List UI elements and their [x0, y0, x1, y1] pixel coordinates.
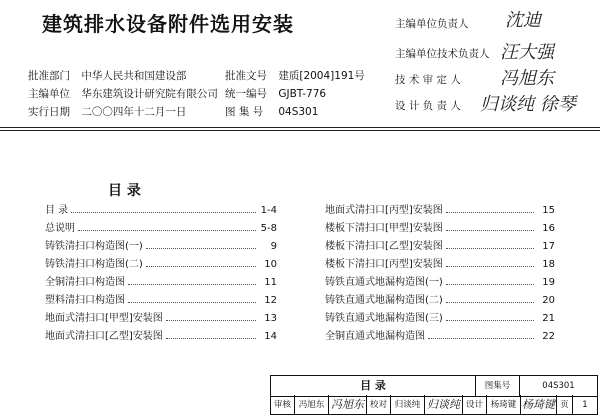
toc-item[interactable]: [325, 290, 555, 306]
toc-item-page: 17: [542, 241, 555, 252]
check-label: 校对: [367, 395, 391, 415]
review-signature: 冯旭东: [329, 395, 367, 415]
effective-date: [28, 104, 186, 119]
toc-item-page: 13: [264, 313, 277, 324]
toc-item[interactable]: [325, 236, 555, 252]
toc-item[interactable]: [45, 218, 277, 234]
toc-item-page: 20: [542, 295, 555, 306]
atlas-number-value: 04S301: [278, 106, 319, 118]
toc-item-page: 12: [264, 295, 277, 306]
toc-item[interactable]: [325, 254, 555, 270]
responsible-label-tech: 主编单位技术负责人: [395, 48, 490, 60]
effective-date-value: 二〇〇四年十二月一日: [81, 106, 187, 118]
toc-item[interactable]: [45, 200, 277, 216]
toc-item[interactable]: [325, 200, 555, 216]
toc-item[interactable]: [45, 254, 277, 270]
toc-item-label: 铸铁直通式地漏构造图(三): [325, 313, 443, 324]
toc-item-page: 18: [542, 259, 555, 270]
header-divider: [0, 127, 600, 128]
toc-item[interactable]: [45, 236, 277, 252]
toc-item-label: 地面式清扫口[甲型]安装图: [45, 313, 163, 324]
design-label: 设计: [463, 395, 487, 415]
design-name: 杨琦键: [487, 395, 521, 415]
toc-item-page: 15: [542, 205, 555, 216]
approval-number-value: 建质[2004]191号: [278, 70, 365, 82]
toc-item[interactable]: [45, 272, 277, 288]
toc-item[interactable]: [45, 308, 277, 324]
signature-tech: 汪大强: [500, 42, 554, 63]
header-divider-thin: [0, 130, 600, 131]
toc-item[interactable]: [45, 290, 277, 306]
toc-item[interactable]: [325, 218, 555, 234]
toc-item-page: 5-8: [260, 223, 277, 234]
atlas-number: [225, 104, 318, 119]
responsible-label-design: 设 计 负 责 人: [395, 100, 461, 112]
toc-item[interactable]: [325, 308, 555, 324]
toc-item-label: 铸铁直通式地漏构造图(一): [325, 277, 443, 288]
unified-number-value: GJBT-776: [278, 88, 327, 100]
toc-item-label: 地面式清扫口[乙型]安装图: [45, 331, 163, 342]
toc-item-page: 10: [264, 259, 277, 270]
page-label: 页: [557, 395, 573, 415]
signature-chief: 沈迪: [505, 10, 541, 31]
toc-item-page: 21: [542, 313, 555, 324]
title-block-bottom-row: [271, 395, 597, 415]
design-signature: 杨琦键: [521, 395, 557, 415]
title-block-atlas-label: 图集号: [476, 376, 520, 396]
check-name: 归谈纯: [391, 395, 425, 415]
approval-dept-value: 中华人民共和国建设部: [81, 70, 187, 82]
editor-unit-value: 华东建筑设计研究院有限公司: [81, 88, 218, 100]
signature-review: 冯旭东: [500, 68, 554, 89]
title-block: [270, 375, 598, 415]
toc-item-label: 全铜直通式地漏构造图: [325, 331, 425, 342]
atlas-number-label: 图 集 号: [225, 106, 264, 118]
title-block-atlas-value: 04S301: [542, 381, 575, 391]
toc-item-label: 总说明: [45, 223, 75, 234]
toc-item-page: 14: [264, 331, 277, 342]
review-label: 审核: [271, 395, 295, 415]
toc-heading: 目 录: [108, 183, 141, 199]
toc-item-label: 地面式清扫口[丙型]安装图: [325, 205, 443, 216]
toc-item-label: 塑料清扫口构造图: [45, 295, 125, 306]
toc-item-page: 1-4: [260, 205, 277, 216]
toc-item-label: 铸铁直通式地漏构造图(二): [325, 295, 443, 306]
toc-item-page: 16: [542, 223, 555, 234]
toc-item-label: 目 录: [45, 205, 69, 216]
toc-item-page: 19: [542, 277, 555, 288]
toc-item[interactable]: [325, 326, 555, 342]
toc-item-label: 楼板下清扫口[乙型]安装图: [325, 241, 443, 252]
check-signature: 归谈纯: [425, 395, 463, 415]
review-name: 冯旭东: [295, 395, 329, 415]
toc-item-label: 铸铁清扫口构造图(一): [45, 241, 143, 252]
unified-number-label: 统一编号: [225, 88, 267, 100]
toc-item-label: 楼板下清扫口[丙型]安装图: [325, 259, 443, 270]
responsible-label-chief: 主编单位负责人: [395, 18, 469, 30]
signature-design: 归谈纯 徐琴: [480, 94, 576, 115]
page-title: 建筑排水设备附件选用安装: [42, 12, 294, 36]
editor-unit: [28, 86, 218, 101]
title-block-top-row: [271, 376, 597, 397]
toc-item-label: 铸铁清扫口构造图(二): [45, 259, 143, 270]
responsible-label-review: 技 术 审 定 人: [395, 74, 461, 86]
toc-item-page: 9: [270, 241, 277, 252]
effective-date-label: 实行日期: [28, 106, 70, 118]
title-block-title: 目 录: [271, 376, 476, 396]
toc-item-page: 22: [542, 331, 555, 342]
toc-item-label: 全铜清扫口构造图: [45, 277, 125, 288]
toc-item[interactable]: [325, 272, 555, 288]
toc-item-page: 11: [264, 277, 277, 288]
unified-number: [225, 86, 326, 101]
page-value: 1: [582, 400, 588, 410]
approval-dept: [28, 68, 186, 83]
approval-number: [225, 68, 365, 83]
approval-number-label: 批准文号: [225, 70, 267, 82]
toc-item-label: 楼板下清扫口[甲型]安装图: [325, 223, 443, 234]
approval-dept-label: 批准部门: [28, 70, 70, 82]
editor-unit-label: 主编单位: [28, 88, 70, 100]
toc-item[interactable]: [45, 326, 277, 342]
